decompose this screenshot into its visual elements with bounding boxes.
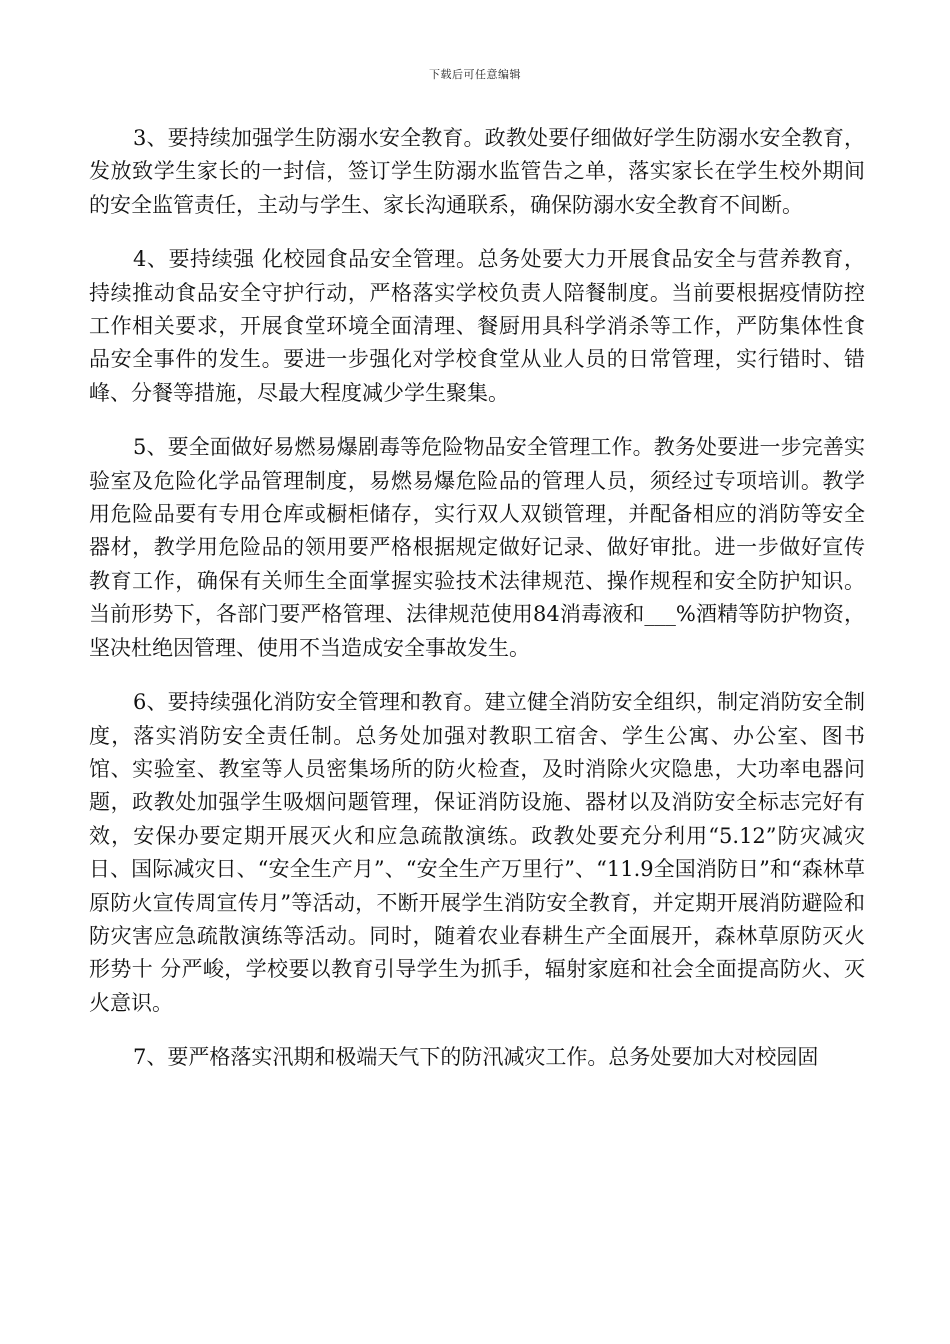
paragraph-item-4: 4、要持续强 化校园食品安全管理。总务处要大力开展食品安全与营养教育，持续推动食品安全守护行动，严格落实学校负责人陪餐制度。当前要根据疫情防控工作相关要求，开展食堂环境全面清理、餐厨用具科学消杀等工作，严防集体性食品安全事件的发生。要进一步强化对学校食堂从业人员的日常管理，实行错时、错峰、分餐等措施，尽最大程度减少学生聚集。 [89,247,865,405]
paragraph-item-5: 5、要全面做好易燃易爆剧毒等危险物品安全管理工作。教务处要进一步完善实验室及危险化学品管理制度，易燃易爆危险品的管理人员，须经过专项培训。教学用危险品要有专用仓库或橱柜储存，实行双人双锁管理，并配备相应的消防等安全器材，教学用危险品的领用要严格根据规定做好记录、做好审批。进一步做好宣传教育工作，确保有关师生全面掌握实验技术法律规范、操作规程和安全防护知识。当前形势下，各部门要严格管理、法律规范使用84消毒液和___%酒精等防护物资，坚决杜绝因管理、使用不当造成安全事故发生。 [89,435,865,660]
paragraph-item-3: 3、要持续加强学生防溺水安全教育。政教处要仔细做好学生防溺水安全教育，发放致学生家长的一封信，签订学生防溺水监管告之单，落实家长在学生校外期间的安全监管责任，主动与学生、家长沟通联系，确保防溺水安全教育不间断。 [89,126,865,217]
paragraph-item-6: 6、要持续强化消防安全管理和教育。建立健全消防安全组织，制定消防安全制度，落实消防安全责任制。总务处加强对教职工宿舍、学生公寓、办公室、图书馆、实验室、教室等人员密集场所的防火检查，及时消除火灾隐患，大功率电器问题，政教处加强学生吸烟问题管理，保证消防设施、器材以及消防安全标志完好有效，安保办要定期开展灭火和应急疏散演练。政教处要充分利用“5.12”防灾减灾日、国际减灾日、“安全生产月”、“安全生产万里行”、“11.9全国消防日”和“森林草原防火宣传周宣传月”等活动，不断开展学生消防安全教育，并定期开展消防避险和防灾害应急疏散演练等活动。同时，随着农业春耕生产全面展开，森林草原防灭火形势十 分严峻，学校要以教育引导学生为抓手，辐射家庭和社会全面提高防火、灭火意识。 [89,690,865,1015]
paragraph-item-7: 7、要严格落实汛期和极端天气下的防汛减灾工作。总务处要加大对校园固 [133,1045,819,1070]
document-body [89,122,865,1096]
page-header: 下载后可任意编辑 [429,68,521,81]
